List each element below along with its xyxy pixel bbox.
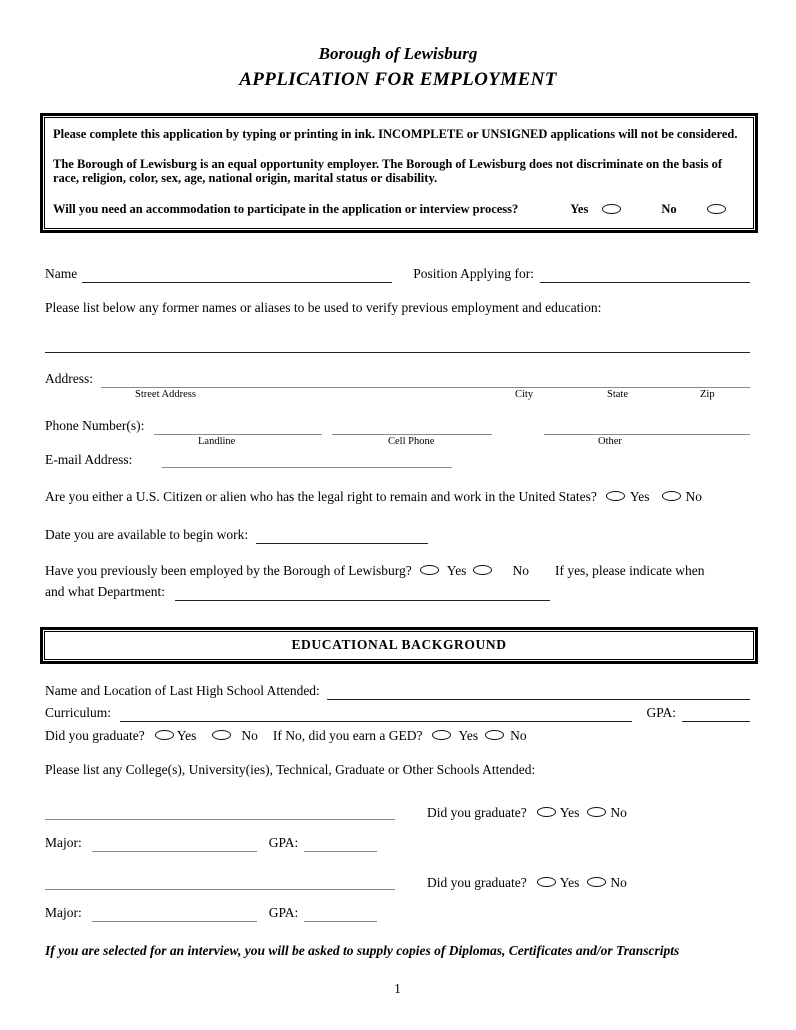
previous-employment-question: Have you previously been employed by the Borough of Lewisburg? — [45, 563, 412, 579]
college-1-yes-label: Yes — [559, 805, 580, 821]
citizen-no-radio[interactable] — [662, 491, 681, 501]
college-prompt-row — [45, 762, 750, 779]
notice-line1: Please complete this application by typing or printing in ink. INCOMPLETE or UNSIGNED applications will not be considered. — [53, 127, 738, 141]
college-block-2 — [45, 875, 750, 892]
citizen-question: Are you either a U.S. Citizen or alien who has the legal right to remain and work in the United States? — [45, 489, 597, 505]
name-label: Name — [45, 266, 78, 281]
education-section-inner — [44, 631, 754, 660]
curriculum-row — [45, 705, 750, 722]
college-2-yes-radio[interactable] — [537, 877, 556, 887]
college-2-gpa-label: GPA: — [268, 905, 299, 920]
college-1-major-row — [45, 835, 750, 852]
page-number: 1 — [394, 980, 401, 996]
phone-row — [45, 418, 750, 435]
ged-question: If No, did you earn a GED? — [272, 727, 423, 743]
hs-gpa-label: GPA: — [646, 704, 676, 720]
hs-graduate-question: Did you graduate? — [45, 727, 145, 743]
college-1-name-field[interactable] — [45, 807, 395, 820]
college-1-gpa-field[interactable] — [304, 837, 377, 852]
college-1-no-radio[interactable] — [587, 807, 606, 817]
aliases-field[interactable] — [45, 352, 750, 353]
graduate-ged-row — [45, 728, 750, 745]
ged-no-radio[interactable] — [485, 730, 504, 740]
accommodation-no-label: No — [661, 201, 677, 216]
address-field[interactable] — [101, 373, 750, 388]
college-1-graduate-question: Did you graduate? — [427, 805, 527, 821]
hs-gpa-field[interactable] — [682, 707, 750, 722]
department-field[interactable] — [175, 586, 550, 601]
org-title: Borough of Lewisburg — [318, 44, 478, 63]
college-prompt: Please list any College(s), University(ies), Technical, Graduate or Other Schools Attended: — [45, 761, 536, 777]
phone-sublabels — [45, 435, 750, 450]
citizen-row — [45, 489, 750, 506]
accommodation-question: Will you need an accommodation to participate in the application or interview process? — [53, 201, 519, 216]
city-label: City — [515, 388, 534, 400]
previous-yes-label: Yes — [446, 563, 467, 579]
email-row — [45, 452, 750, 469]
other-phone-label: Other — [598, 435, 622, 447]
college-2-major-label: Major: — [45, 905, 82, 920]
accommodation-no-radio[interactable] — [707, 204, 726, 214]
position-field[interactable] — [540, 268, 750, 283]
previous-employment-row — [45, 563, 750, 580]
form-title: APPLICATION FOR EMPLOYMENT — [239, 69, 557, 90]
date-available-field[interactable] — [256, 529, 428, 544]
college-1-no-label: No — [610, 805, 627, 821]
education-section-box — [40, 627, 758, 664]
notice-box-inner — [44, 117, 754, 229]
college-1-yes-radio[interactable] — [537, 807, 556, 817]
previous-yes-radio[interactable] — [420, 565, 439, 575]
high-school-row — [45, 683, 750, 700]
accommodation-yes-radio[interactable] — [602, 204, 621, 214]
phone-landline-field[interactable] — [154, 420, 322, 435]
college-2-no-label: No — [610, 875, 627, 891]
curriculum-field[interactable] — [120, 707, 632, 722]
accommodation-row — [53, 202, 745, 217]
accommodation-yes-label: Yes — [570, 201, 589, 216]
phone-label: Phone Number(s): — [45, 417, 145, 433]
name-position-row — [45, 266, 750, 283]
citizen-yes-label: Yes — [629, 489, 650, 505]
college-1-gpa-label: GPA: — [268, 835, 299, 851]
college-2-major-field[interactable] — [92, 907, 257, 922]
education-section-title: EDUCATIONAL BACKGROUND — [291, 636, 507, 652]
college-1-major-label: Major: — [45, 835, 82, 851]
curriculum-label: Curriculum: — [45, 704, 111, 720]
interview-note: If you are selected for an interview, you will be asked to supply copies of Diplomas, Certificates and/or Transcripts — [45, 942, 680, 958]
ged-yes-label: Yes — [458, 727, 479, 743]
address-label: Address: — [45, 370, 93, 386]
cell-phone-label: Cell Phone — [388, 435, 435, 447]
college-1-major-field[interactable] — [92, 837, 257, 852]
college-2-graduate-question: Did you graduate? — [427, 875, 527, 891]
department-label: and what Department: — [45, 584, 165, 599]
department-row — [45, 584, 750, 601]
email-field[interactable] — [162, 453, 452, 468]
notice-box — [40, 113, 758, 233]
state-label: State — [607, 388, 628, 400]
high-school-field[interactable] — [327, 685, 750, 700]
hs-graduate-yes-label: Yes — [176, 727, 197, 743]
form-header — [0, 0, 796, 91]
college-2-major-row — [45, 905, 750, 922]
ged-yes-radio[interactable] — [432, 730, 451, 740]
phone-other-field[interactable] — [544, 420, 750, 435]
phone-cell-field[interactable] — [332, 420, 492, 435]
aliases-prompt: Please list below any former names or aliases to be used to verify previous employment and education: — [45, 299, 602, 315]
date-available-row — [45, 527, 750, 544]
email-label: E-mail Address: — [45, 451, 133, 467]
college-2-name-field[interactable] — [45, 877, 395, 890]
college-2-yes-label: Yes — [559, 875, 580, 891]
address-row — [45, 371, 750, 388]
date-available-label: Date you are available to begin work: — [45, 527, 249, 543]
name-field[interactable] — [82, 268, 392, 283]
address-sublabels — [45, 388, 750, 403]
citizen-yes-radio[interactable] — [606, 491, 625, 501]
aliases-row — [45, 300, 750, 317]
street-address-label: Street Address — [135, 388, 196, 400]
ged-no-label: No — [510, 727, 527, 743]
college-block-1 — [45, 805, 750, 822]
previous-no-radio[interactable] — [473, 565, 492, 575]
hs-graduate-no-radio[interactable] — [212, 730, 231, 740]
previous-no-label: No — [512, 563, 529, 579]
high-school-label: Name and Location of Last High School Attended: — [45, 682, 320, 698]
previous-followup: If yes, please indicate when — [554, 563, 705, 579]
landline-label: Landline — [198, 435, 236, 447]
hs-graduate-no-label: No — [241, 727, 258, 743]
notice-line2: The Borough of Lewisburg is an equal opportunity employer. The Borough of Lewisburg does not discriminate on the basis of race, religion, color, sex, age, national origin, marital status or disability. — [53, 156, 723, 185]
citizen-no-label: No — [685, 489, 703, 505]
hs-graduate-yes-radio[interactable] — [155, 730, 174, 740]
zip-label: Zip — [700, 388, 715, 400]
college-2-no-radio[interactable] — [587, 877, 606, 887]
college-2-gpa-field[interactable] — [304, 907, 377, 922]
position-label: Position Applying for: — [413, 266, 534, 281]
